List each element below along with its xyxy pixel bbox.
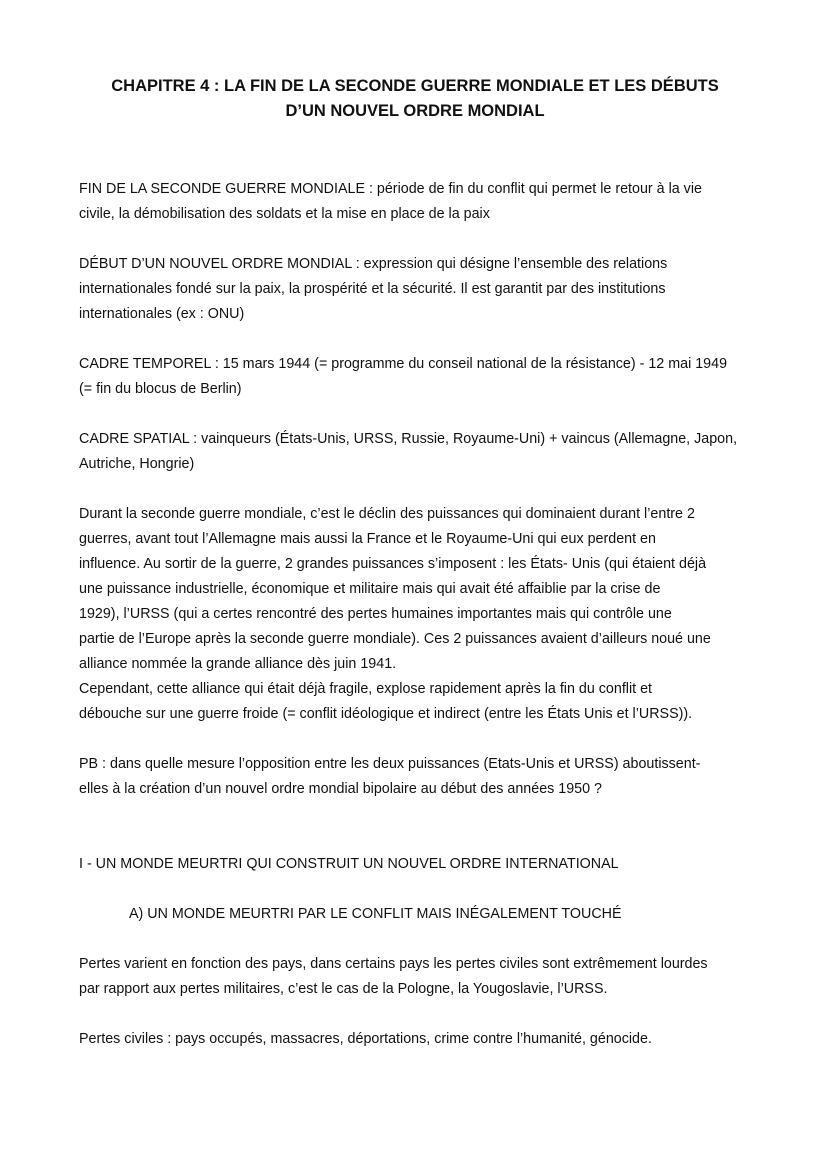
losses-paragraph — [79, 952, 751, 1002]
text-line: une puissance industrielle, économique et militaire mais qui avait été affaiblie par la crise de — [79, 581, 661, 597]
definition-new-world-order — [79, 252, 751, 327]
text-line: CADRE SPATIAL : vainqueurs (États-Unis, URSS, Russie, Royaume-Uni) + vaincus (Allemagne, Japon, — [79, 431, 738, 447]
chapter-title — [79, 74, 751, 124]
chapter-title-line: D’UN NOUVEL ORDRE MONDIAL — [285, 102, 545, 120]
definition-spatial-frame — [79, 427, 751, 477]
text-line: influence. Au sortir de la guerre, 2 grandes puissances s’imposent : les États- Unis (qui étaient déjà — [79, 556, 707, 572]
subsection-heading-text: A) UN MONDE MEURTRI PAR LE CONFLIT MAIS INÉGALEMENT TOUCHÉ — [129, 906, 622, 922]
section-heading-text: I - UN MONDE MEURTRI QUI CONSTRUIT UN NOUVEL ORDRE INTERNATIONAL — [79, 856, 619, 872]
civil-losses-paragraph — [79, 1027, 751, 1052]
text-line: internationales fondé sur la paix, la prospérité et la sécurité. Il est garantit par des institutions — [79, 281, 666, 297]
text-line: Autriche, Hongrie) — [79, 456, 195, 472]
text-line: par rapport aux pertes militaires, c’est le cas de la Pologne, la Yougoslavie, l’URSS. — [79, 981, 608, 997]
section-heading-1 — [79, 852, 751, 877]
text-line: FIN DE LA SECONDE GUERRE MONDIALE : période de fin du conflit qui permet le retour à la vie — [79, 181, 702, 197]
text-line: 1929), l’URSS (qui a certes rencontré des pertes humaines importantes mais qui contrôle une — [79, 606, 672, 622]
text-line: Pertes civiles : pays occupés, massacres, déportations, crime contre l’humanité, génocide. — [79, 1031, 652, 1047]
text-line: elles à la création d’un nouvel ordre mondial bipolaire au début des années 1950 ? — [79, 781, 602, 797]
text-line: (= fin du blocus de Berlin) — [79, 381, 242, 397]
problematique-paragraph — [79, 752, 751, 802]
text-line: Pertes varient en fonction des pays, dans certains pays les pertes civiles sont extrêmement lourdes — [79, 956, 708, 972]
text-line: débouche sur une guerre froide (= conflit idéologique et indirect (entre les États Unis et l’URSS)). — [79, 706, 693, 722]
definition-end-of-war — [79, 177, 751, 227]
text-line: Durant la seconde guerre mondiale, c’est le déclin des puissances qui dominaient durant l’entre 2 — [79, 506, 695, 522]
chapter-title-line: CHAPITRE 4 : LA FIN DE LA SECONDE GUERRE MONDIALE ET LES DÉBUTS — [111, 77, 719, 95]
definition-time-frame — [79, 352, 751, 402]
text-line: guerres, avant tout l’Allemagne mais aussi la France et le Royaume-Uni qui eux perdent en — [79, 531, 656, 547]
text-line: partie de l’Europe après la seconde guerre mondiale). Ces 2 puissances avaient d’ailleurs noué une — [79, 631, 711, 647]
text-line: CADRE TEMPOREL : 15 mars 1944 (= programme du conseil national de la résistance) - 12 mai 1949 — [79, 356, 728, 372]
text-line: civile, la démobilisation des soldats et la mise en place de la paix — [79, 206, 490, 222]
introduction-paragraph — [79, 502, 751, 727]
text-line: DÉBUT D’UN NOUVEL ORDRE MONDIAL : expression qui désigne l’ensemble des relations — [79, 256, 668, 272]
text-line: Cependant, cette alliance qui était déjà fragile, explose rapidement après la fin du conflit et — [79, 681, 653, 697]
subsection-heading-a — [79, 902, 751, 927]
text-line: internationales (ex : ONU) — [79, 306, 245, 322]
document-page — [79, 74, 751, 1077]
text-line: PB : dans quelle mesure l’opposition entre les deux puissances (Etats-Unis et URSS) aboutissent- — [79, 756, 701, 772]
text-line: alliance nommée la grande alliance dès juin 1941. — [79, 656, 397, 672]
